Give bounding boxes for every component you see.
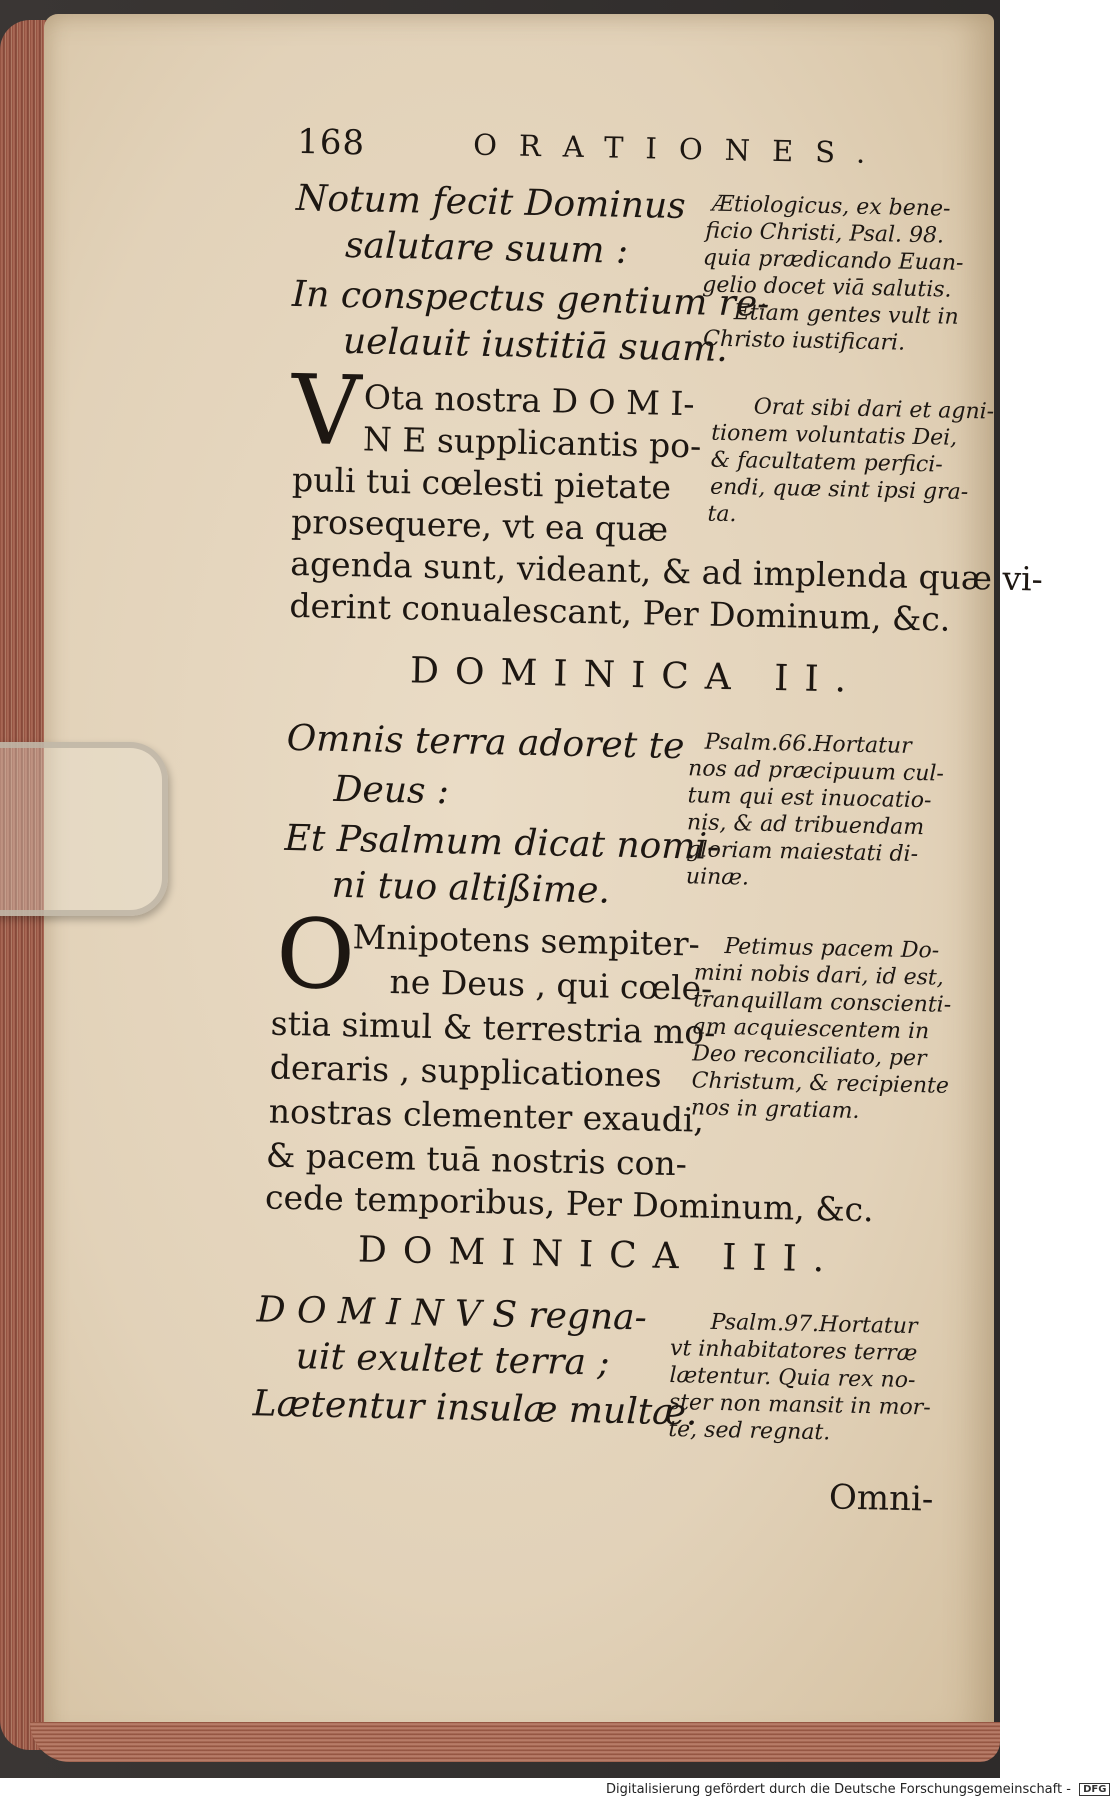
margin-note-line: Christum, & recipiente xyxy=(691,1068,950,1099)
verse-line: D O M I N V S regna- xyxy=(256,1289,648,1339)
prayer-line: Mnipotens sempiter- xyxy=(352,917,701,964)
verse-line: salutare suum : xyxy=(344,224,629,272)
margin-note-line: Etiam gentes vult in xyxy=(733,300,959,330)
verse-line: Deus : xyxy=(333,768,450,813)
footer-text: Digitalisierung gefördert durch die Deutsche Forschungsgemeinschaft - xyxy=(606,1782,1071,1797)
verse-line: uit exultet terra ; xyxy=(295,1336,610,1384)
margin-note-line: nos in gratiam. xyxy=(690,1095,860,1124)
verse-line: uelauit iustitiā suam. xyxy=(342,320,729,370)
margin-note-line: vt inhabitatores terræ xyxy=(669,1336,918,1367)
drop-cap: V xyxy=(290,353,363,468)
prayer-line: prosequere, vt ea quæ xyxy=(290,501,669,549)
catchword: Omni- xyxy=(828,1477,934,1520)
margin-note-line: Orat sibi dari et agni- xyxy=(753,394,995,425)
margin-note-line: Ætiologicus, ex bene- xyxy=(711,191,951,222)
margin-note-line: Petimus pacem Do- xyxy=(724,934,940,964)
digitization-footer xyxy=(606,1782,1110,1797)
margin-note-line: quia prædicando Euan- xyxy=(702,245,964,276)
verse-line: Notum fecit Dominus xyxy=(295,177,687,228)
prayer-line: derint conualescant, Per Dominum, &c. xyxy=(289,585,951,639)
section-heading: DOMINICA III. xyxy=(357,1229,841,1281)
verse-line: In conspectus gentium re- xyxy=(291,273,770,325)
margin-note-line: Christo iustificari. xyxy=(702,326,906,356)
margin-note-line: & facultatem perfici- xyxy=(710,447,943,478)
prayer-line: agenda sunt, videant, & ad implenda quæ vi- xyxy=(289,543,1044,599)
prayer-line: nostras clementer exaudi, xyxy=(268,1091,705,1140)
prayer-line: deraris , supplicationes xyxy=(269,1047,663,1095)
prayer-line: & pacem tuā nostris con- xyxy=(265,1135,688,1184)
page-number: 168 xyxy=(296,121,366,164)
margin-note-line: nis, & ad tribuendam xyxy=(686,810,925,841)
margin-note-line: Deo reconciliato, per xyxy=(691,1041,927,1072)
prayer-line: cede temporibus, Per Dominum, &c. xyxy=(264,1177,875,1230)
margin-note-line: nos ad præcipuum cul- xyxy=(687,756,945,787)
margin-note-line: mini nobis dari, id est, xyxy=(693,960,945,991)
page-header xyxy=(296,121,888,171)
margin-note-line: ficio Christi, Psal. 98. xyxy=(705,218,945,249)
margin-note-line: Psalm.97.Hortatur xyxy=(710,1309,918,1340)
prayer-line: puli tui cœlesti pietate xyxy=(291,459,672,507)
verse-line: Et Psalmum dicat nomi- xyxy=(284,817,720,868)
margin-note-line: te, sed regnat. xyxy=(668,1416,831,1446)
margin-note-line: gelio docet viā salutis. xyxy=(702,272,952,303)
prayer-line: stia simul & terrestria mo- xyxy=(270,1003,716,1052)
prayer-line: ne Deus , qui cœle- xyxy=(389,962,713,1008)
drop-cap: O xyxy=(275,897,357,1012)
prayer-line: Ota nostra D O M I- xyxy=(363,377,695,424)
margin-note-line: ster non mansit in mor- xyxy=(668,1389,931,1421)
prayer-line: N E supplicantis po- xyxy=(362,419,702,466)
margin-note-line: ta. xyxy=(707,501,737,528)
running-title: ORATIONES. xyxy=(472,127,888,171)
margin-note-line: uinæ. xyxy=(685,864,750,891)
dfg-logo: DFG xyxy=(1079,1783,1110,1796)
margin-note-line: endi, quæ sint ipsi gra- xyxy=(709,474,969,506)
margin-note-line: tum qui est inuocatio- xyxy=(687,783,932,814)
section-heading: DOMINICA II. xyxy=(409,650,863,701)
margin-note-line: tranquillam conscienti- xyxy=(693,987,952,1018)
verse-line: Lætentur insulæ multæ. xyxy=(252,1383,698,1434)
margin-note-line: Psalm.66.Hortatur xyxy=(704,729,912,759)
margin-note-line: lætentur. Quia rex no- xyxy=(669,1362,916,1394)
verse-line: Omnis terra adoret te xyxy=(286,717,685,768)
margin-note-line: gloriam maiestati di- xyxy=(686,837,919,868)
verse-line: ni tuo altißime. xyxy=(331,864,611,912)
margin-note-line: am acquiescentem in xyxy=(692,1014,930,1045)
margin-note-line: tionem voluntatis Dei, xyxy=(710,420,958,451)
